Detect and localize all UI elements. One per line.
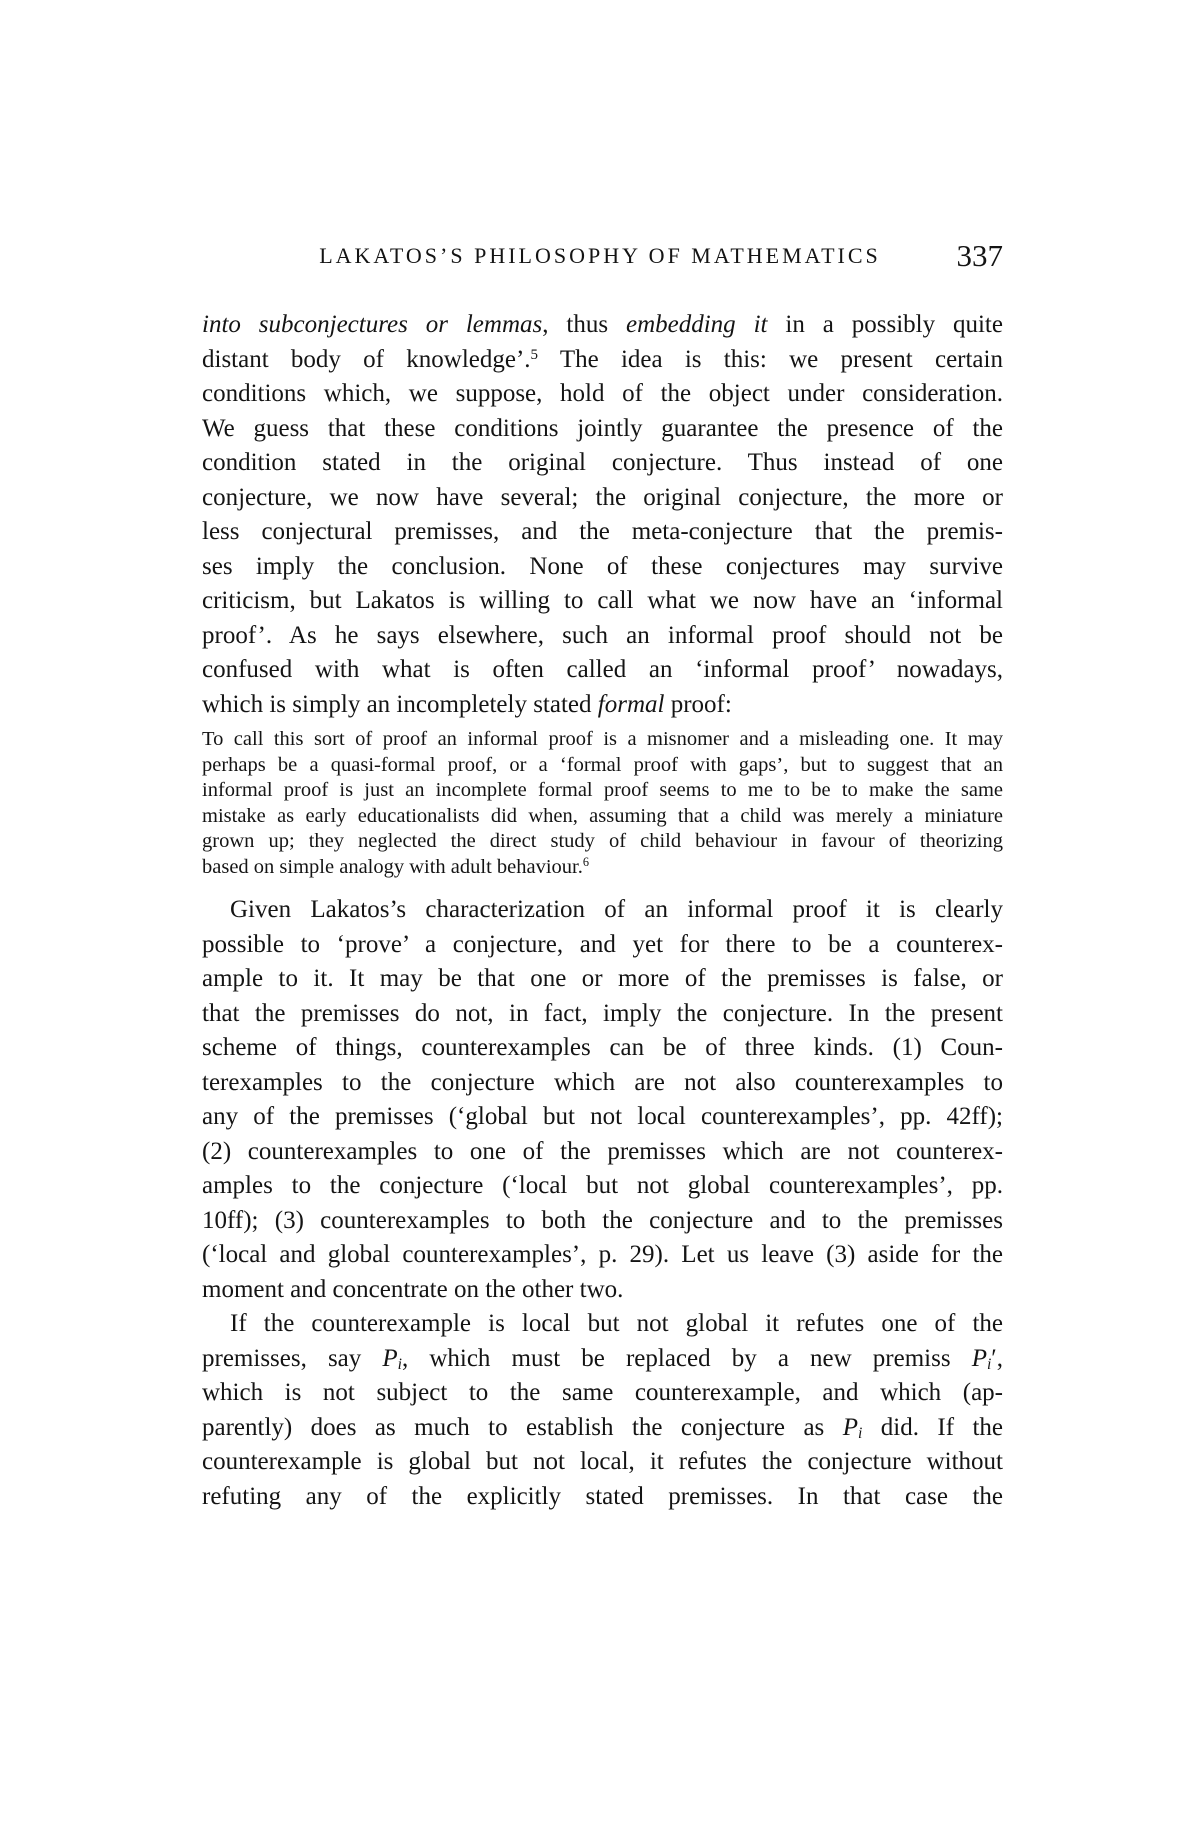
text-line: based on simple analogy with adult behaviour.$^6$ <box>202 855 590 878</box>
text-line: terexamples to the conjecture which are not also counterexamples to <box>202 1068 1003 1096</box>
paragraph-1 <box>202 308 1003 722</box>
text-line: which is simply an incompletely stated formal proof: <box>202 690 732 718</box>
text-line: conditions which, we suppose, hold of the object under consideration. <box>202 380 1003 407</box>
text-line: grown up; they neglected the direct study of child behaviour in favour of theorizing <box>202 830 1003 852</box>
text-line: ample to it. It may be that one or more of the premisses is false, or <box>202 965 1003 992</box>
text-line: proof’. As he says elsewhere, such an informal proof should not be <box>202 621 1003 649</box>
text-line: distant body of knowledge’.$^5$ The idea is this: we present certain <box>202 345 1003 373</box>
text-line: moment and concentrate on the other two. <box>202 1275 624 1303</box>
paragraph-2 <box>202 893 1003 1307</box>
text-line: We guess that these conditions jointly guarantee the presence of the <box>202 414 1003 442</box>
text-line: amples to the conjecture (‘local but not global counterexamples’, pp. <box>202 1172 1003 1199</box>
text-line: (‘local and global counterexamples’, p. 29). Let us leave (3) aside for the <box>202 1241 1003 1268</box>
text-line: If the counterexample is local but not global it refutes one of the <box>230 1310 1003 1337</box>
text-line: confused with what is often called an ‘informal proof’ nowadays, <box>202 656 1003 683</box>
text-line: mistake as early educationalists did when, assuming that a child was merely a miniature <box>202 804 1003 827</box>
text-line: 10ff); (3) counterexamples to both the conjecture and to the premisses <box>202 1206 1003 1234</box>
text-line: which is not subject to the same counterexample, and which (ap- <box>202 1379 1003 1406</box>
text-line: conjecture, we now have several; the original conjecture, the more or <box>202 483 1003 511</box>
text-line: refuting any of the explicitly stated premisses. In that case the <box>202 1482 1003 1510</box>
page-number: 337 <box>956 238 1003 273</box>
running-head <box>0 240 1200 272</box>
text-line: premisses, say $P_i$, which must be replaced by a new premiss $P_i'$, <box>202 1344 1003 1373</box>
text-line: scheme of things, counterexamples can be of three kinds. (1) Coun- <box>202 1034 1003 1061</box>
text-line: any of the premisses (‘global but not local counterexamples’, pp. 42ff); <box>202 1103 1003 1130</box>
text-line: that the premisses do not, in fact, imply the conjecture. In the present <box>202 999 1003 1027</box>
paragraph-3 <box>202 1307 1003 1514</box>
text-line: Given Lakatos’s characterization of an informal proof it is clearly <box>230 896 1003 923</box>
text-line: criticism, but Lakatos is willing to call what we now have an ‘informal <box>202 587 1003 614</box>
text-line: less conjectural premisses, and the meta-conjecture that the premis- <box>202 518 1003 545</box>
text-line: To call this sort of proof an informal proof is a misnomer and a misleading one. It may <box>202 728 1003 750</box>
text-line: ses imply the conclusion. None of these conjectures may survive <box>202 552 1003 580</box>
text-line: possible to ‘prove’ a conjecture, and yet for there to be a counterex- <box>202 930 1003 958</box>
text-line: perhaps be a quasi-formal proof, or a ‘formal proof with gaps’, but to suggest that an <box>202 753 1003 776</box>
text-line: parently) does as much to establish the conjecture as $P_i$ did. If the <box>202 1413 1003 1442</box>
text-line: informal proof is just an incomplete formal proof seems to me to be to make the same <box>202 779 1003 801</box>
text-line: (2) counterexamples to one of the premisses which are not counterex- <box>202 1137 1003 1165</box>
block-quote <box>202 727 1003 880</box>
text-line: into subconjectures or lemmas, thus embedding it in a possibly quite <box>202 311 1003 338</box>
text-line: counterexample is global but not local, it refutes the conjecture without <box>202 1448 1003 1475</box>
running-header-title: LAKATOS’S PHILOSOPHY OF MATHEMATICS <box>319 243 881 268</box>
text-line: condition stated in the original conjecture. Thus instead of one <box>202 449 1003 476</box>
